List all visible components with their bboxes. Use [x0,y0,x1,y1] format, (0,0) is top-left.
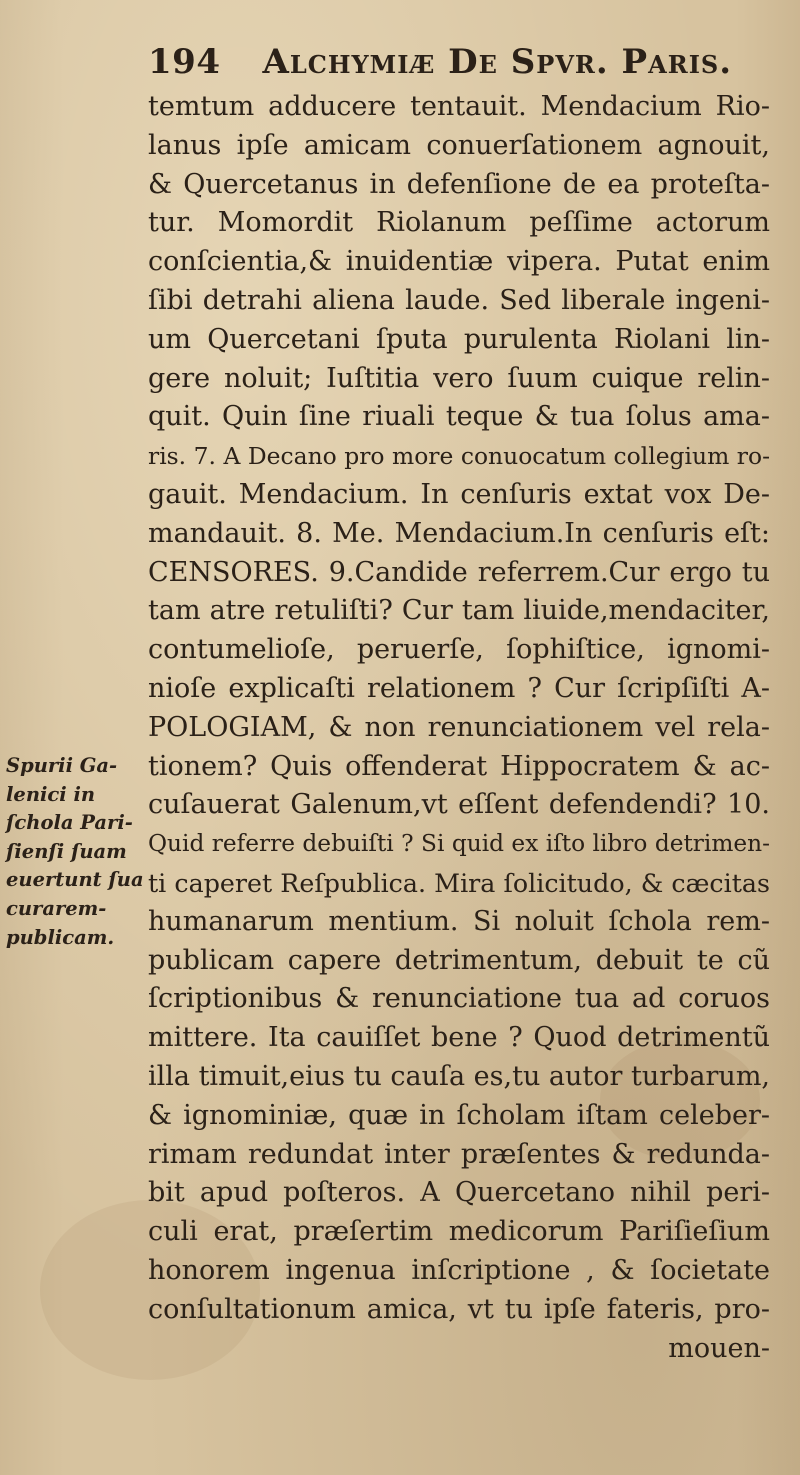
text-line: gere noluit; Iuſtitia vero ſuum cuique relin- [148,362,770,394]
margin-note [6,752,146,952]
text-line: nioſe explicaſti relationem ? Cur ſcripſiſti A- [148,672,770,704]
text-line: conſcientia,& inuidentiæ vipera. Putat enim [148,246,770,278]
text-line: ſibi detrahi aliena laude. Sed liberale ingeni- [148,284,770,316]
margin-note-line: Spurii Ga- [6,754,118,777]
text-line: culi erat, præſertim medicorum Pariſieſium [148,1216,770,1248]
text-line: tionem? Quis offenderat Hippocratem & ac- [148,750,770,782]
running-header [148,40,768,84]
text-line: temtum adducere tentauit. Mendacium Rio- [148,91,770,122]
margin-note-line: curarem- [6,896,107,920]
text-line: Quid referre debuiſti ? Si quid ex iſto libro detrimen- [148,830,770,858]
text-line: honorem ingenua inſcriptione , & ſocietate [148,1254,770,1286]
margin-note-line: euertunt ſua [6,868,144,892]
text-line: & ignominiæ, quæ in ſcholam iſtam celeber- [148,1099,770,1131]
margin-note-line: lenici in [6,782,96,806]
margin-note-line: publicam. [6,925,115,949]
text-line: rimam redundat inter præſentes & redunda- [148,1138,770,1170]
text-line: ſcriptionibus & renunciatione tua ad coruos [148,983,770,1015]
text-line: conſultationum amica, vt tu ipſe fateris, pro- [148,1293,770,1325]
text-line: mouen- [668,1332,770,1364]
text-line: humanarum mentium. Si noluit ſchola rem- [148,905,770,937]
text-line: quit. Quin ſine riuali teque & tua ſolus ama- [148,401,770,433]
text-line: POLOGIAM, & non renunciationem vel rela- [148,711,770,743]
text-line: um Quercetani ſputa purulenta Riolani lin- [148,323,770,355]
text-line: ris. 7. A Decano pro more conuocatum collegium ro- [148,442,770,471]
text-line: lanus ipſe amicam conuerſationem agnouit, [148,129,770,161]
text-line: CENSORES. 9.Candide referrem.Cur ergo tu [148,556,770,588]
running-title: Alchymiæ De Spvr. Paris. [262,42,733,82]
margin-note-line: ſienſi ſuam [6,839,127,863]
text-line: mandauit. 8. Me. Mendacium.In cenſuris eſt: [148,517,770,549]
text-line: tur. Momordit Riolanum peſſime actorum [148,207,770,239]
text-line: mittere. Ita cauiſſet bene ? Quod detrimentũ [148,1022,770,1054]
text-line: gauit. Mendacium. In cenſuris extat vox De- [148,478,770,510]
text-line: bit apud poſteros. A Quercetano nihil peri- [148,1177,770,1209]
text-line: & Quercetanus in defenſione de ea proteſta- [148,168,770,200]
text-line: contumelioſe, peruerſe, ſophiſtice, ignomi- [148,634,770,666]
text-line: publicam capere detrimentum, debuit te cũ [148,944,770,976]
text-line: ti caperet Reſpublica. Mira ſolicitudo, & cæcitas [148,867,770,898]
text-line: cuſauerat Galenum,vt eſſent defendendi? 10. [148,789,770,821]
page-number: 194 [148,42,221,82]
text-line: illa timuit,eius tu cauſa es,tu autor turbarum, [148,1060,771,1092]
margin-note-line: ſchola Pari- [6,811,133,835]
body-text [148,88,770,1368]
text-line: tam atre retuliſti? Cur tam liuide,mendaciter, [148,595,770,627]
